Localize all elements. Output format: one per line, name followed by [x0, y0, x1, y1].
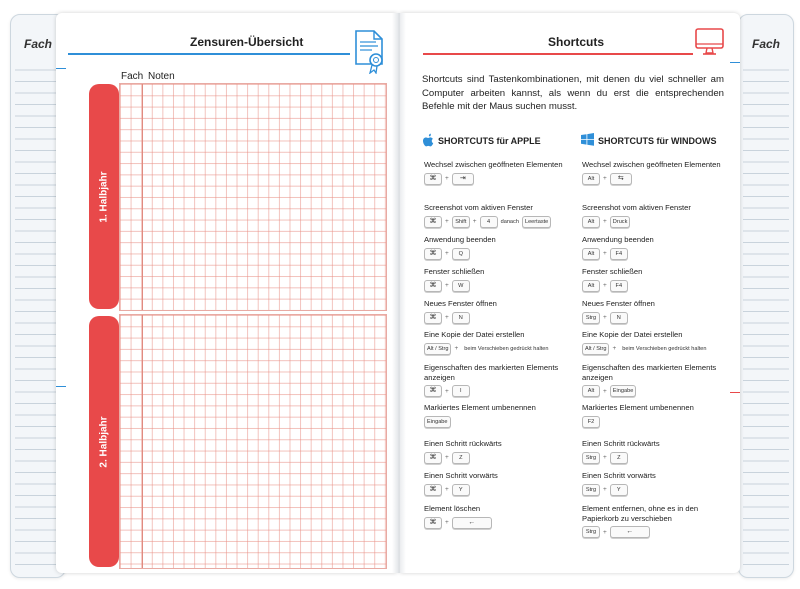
keyboard-key: ⌘ — [424, 517, 442, 529]
windows-heading-text: SHORTCUTS für WINDOWS — [598, 135, 717, 146]
windows-shortcut-entry — [582, 203, 728, 228]
apple-shortcut-entry — [424, 160, 570, 185]
plus-sign: + — [445, 454, 449, 462]
keyboard-key: ⌘ — [424, 280, 442, 292]
keyboard-key: Y — [610, 484, 628, 496]
shortcut-title: Wechsel zwischen geöffneten Elementen — [582, 160, 721, 169]
plus-sign: + — [445, 387, 449, 395]
keyboard-key: Q — [452, 248, 470, 260]
key-combination — [424, 312, 570, 324]
key-combination — [424, 416, 570, 428]
shortcut-title: Anwendung beenden — [424, 235, 496, 244]
shortcut-title: Fenster schließen — [582, 267, 643, 276]
keyboard-key: 4 — [480, 216, 498, 228]
right-tab-label: Fach — [751, 37, 780, 51]
keyboard-key: ⌘ — [424, 312, 442, 324]
plus-sign: + — [445, 218, 449, 226]
apple-shortcut-entry — [424, 471, 570, 496]
windows-logo-icon — [581, 133, 594, 148]
first-half-label: 1. Halbjahr — [98, 170, 110, 223]
left-tab-label: Fach — [23, 37, 52, 51]
apple-shortcut-entry — [424, 504, 570, 529]
keyboard-key: Strg — [582, 452, 600, 464]
keyboard-key: Strg — [582, 312, 600, 324]
apple-heading-text: SHORTCUTS für APPLE — [438, 136, 541, 146]
keyboard-key: Strg — [582, 526, 600, 538]
keyboard-key: Eingabe — [424, 416, 451, 428]
plus-sign: + — [603, 314, 607, 322]
plus-sign: + — [472, 218, 477, 226]
keyboard-key: Alt / Strg — [582, 343, 609, 355]
keyboard-key: ⇥ — [452, 173, 474, 185]
key-combination — [424, 484, 570, 496]
shortcut-title: Markiertes Element umbenennen — [582, 403, 694, 412]
plus-sign: + — [612, 345, 617, 353]
shortcut-title: Einen Schritt vorwärts — [424, 471, 498, 480]
certificate-icon — [352, 28, 388, 74]
key-combination — [582, 343, 728, 355]
keyboard-key: Alt — [582, 173, 600, 185]
windows-shortcut-entry — [582, 235, 728, 260]
plus-sign: + — [445, 282, 449, 290]
key-combination — [424, 216, 570, 228]
apple-shortcut-entry — [424, 403, 570, 428]
right-tab-lines — [743, 59, 789, 569]
key-combination — [424, 517, 570, 529]
key-combination — [424, 280, 570, 292]
keyboard-key: ⌘ — [424, 484, 442, 496]
keyboard-key: Y — [452, 484, 470, 496]
key-combination — [582, 248, 728, 260]
keyboard-key: ⌘ — [424, 216, 442, 228]
keyboard-key: ⌘ — [424, 452, 442, 464]
book-spine — [392, 13, 406, 573]
plus-sign: + — [445, 486, 449, 494]
key-combination — [582, 312, 728, 324]
keyboard-key: Z — [610, 452, 628, 464]
plus-sign: + — [445, 519, 449, 527]
keyboard-key: Alt — [582, 216, 600, 228]
edge-marker — [56, 386, 66, 387]
keyboard-key: N — [610, 312, 628, 324]
computer-monitor-icon — [694, 27, 726, 57]
right-title-rule — [423, 53, 693, 55]
apple-logo-icon — [422, 133, 434, 149]
apple-shortcut-entry — [424, 299, 570, 324]
windows-shortcut-entry — [582, 504, 728, 538]
key-note: beim Verschieben gedrückt halten — [464, 345, 549, 352]
shortcut-title: Markiertes Element umbenennen — [424, 403, 536, 412]
apple-heading — [422, 133, 541, 149]
windows-shortcut-entry — [582, 439, 728, 464]
key-combination — [424, 452, 570, 464]
windows-shortcut-entry — [582, 403, 728, 428]
left-page-title: Zensuren-Übersicht — [190, 35, 304, 49]
shortcut-title: Neues Fenster öffnen — [424, 299, 497, 308]
left-title-rule — [68, 53, 350, 55]
windows-shortcut-entry — [582, 267, 728, 292]
plus-sign: + — [445, 314, 449, 322]
keyboard-key: F4 — [610, 280, 628, 292]
keyboard-key: ⌘ — [424, 173, 442, 185]
keyboard-key: Alt — [582, 385, 600, 397]
keyboard-key: ⌘ — [424, 248, 442, 260]
windows-heading — [581, 133, 717, 148]
windows-shortcut-entry — [582, 471, 728, 496]
shortcut-title: Eigenschaften des markierten Elements anzeigen — [582, 363, 717, 382]
key-combination — [582, 280, 728, 292]
shortcut-title: Screenshot vom aktiven Fenster — [582, 203, 691, 212]
second-half-label: 2. Halbjahr — [98, 415, 110, 468]
col-header-fach: Fach — [121, 71, 144, 82]
keyboard-key: F2 — [582, 416, 600, 428]
shortcut-title: Wechsel zwischen geöffneten Elementen — [424, 160, 563, 169]
key-combination — [424, 385, 570, 397]
plus-sign: + — [603, 528, 607, 536]
keyboard-key: ⌘ — [424, 385, 442, 397]
key-combination — [582, 385, 728, 397]
grid-divider — [142, 315, 143, 568]
edge-marker — [56, 68, 66, 69]
windows-shortcut-entry — [582, 363, 728, 397]
plus-sign: + — [454, 345, 459, 353]
shortcut-title: Einen Schritt rückwärts — [582, 439, 660, 448]
shortcut-title: Fenster schließen — [424, 267, 485, 276]
first-half-band — [89, 84, 119, 309]
shortcut-title: Anwendung beenden — [582, 235, 654, 244]
key-combination — [582, 526, 728, 538]
plus-sign: + — [603, 250, 607, 258]
plus-sign: + — [603, 454, 607, 462]
keyboard-key: ← — [610, 526, 650, 538]
windows-shortcut-entry — [582, 160, 728, 185]
keyboard-key: ← — [452, 517, 492, 529]
keyboard-key: Leertaste — [522, 216, 551, 228]
shortcut-title: Element löschen — [424, 504, 481, 513]
keyboard-key: Strg — [582, 484, 600, 496]
keyboard-key: Shift — [452, 216, 470, 228]
grades-grid-second-half[interactable] — [119, 314, 387, 569]
keyboard-key: I — [452, 385, 470, 397]
shortcut-title: Eine Kopie der Datei erstellen — [424, 330, 525, 339]
shortcut-title: Eigenschaften des markierten Elements anzeigen — [424, 363, 559, 382]
second-half-band — [89, 316, 119, 567]
key-combination — [582, 216, 728, 228]
intro-text: Shortcuts sind Tastenkombinationen, mit denen du viel schneller am Computer arbeiten kannst, als wenn du erst die entsprechenden Befehle mit der Maus suchen musst. — [422, 74, 724, 112]
keyboard-key: W — [452, 280, 470, 292]
left-tab-lines — [15, 59, 61, 569]
apple-shortcut-entry — [424, 330, 570, 355]
plus-sign: + — [603, 282, 607, 290]
keyboard-key: Z — [452, 452, 470, 464]
shortcut-title: Neues Fenster öffnen — [582, 299, 655, 308]
apple-shortcut-entry — [424, 267, 570, 292]
shortcut-title: Einen Schritt rückwärts — [424, 439, 502, 448]
plus-sign: + — [603, 387, 607, 395]
right-tab — [738, 14, 794, 578]
keyboard-key: Alt — [582, 248, 600, 260]
keyboard-key: Druck — [610, 216, 631, 228]
right-page-title: Shortcuts — [548, 35, 605, 49]
apple-shortcut-entry — [424, 363, 570, 397]
keyboard-key: ⇆ — [610, 173, 632, 185]
apple-shortcut-entry — [424, 235, 570, 260]
key-combination — [582, 416, 728, 428]
plus-sign: + — [603, 175, 607, 183]
edge-marker — [730, 392, 740, 393]
key-combination — [582, 173, 728, 185]
key-combination — [424, 173, 570, 185]
keyboard-key: F4 — [610, 248, 628, 260]
shortcut-title: Element entfernen, ohne es in den Papierkorb zu verschieben — [582, 504, 699, 523]
apple-shortcut-entry — [424, 203, 570, 228]
key-combination — [582, 484, 728, 496]
keyboard-key: N — [452, 312, 470, 324]
col-header-noten: Noten — [148, 71, 175, 82]
key-combination — [424, 343, 570, 355]
key-note: beim Verschieben gedrückt halten — [622, 345, 707, 352]
shortcut-title: Einen Schritt vorwärts — [582, 471, 656, 480]
plus-sign: + — [603, 486, 607, 494]
key-combination — [424, 248, 570, 260]
key-combination — [582, 452, 728, 464]
plus-sign: + — [445, 175, 449, 183]
edge-marker — [730, 62, 740, 63]
keyboard-key: Alt — [582, 280, 600, 292]
apple-shortcut-entry — [424, 439, 570, 464]
shortcut-title: Screenshot vom aktiven Fenster — [424, 203, 533, 212]
keyboard-key: Eingabe — [610, 385, 637, 397]
shortcut-title: Eine Kopie der Datei erstellen — [582, 330, 683, 339]
windows-shortcut-entry — [582, 299, 728, 324]
plus-sign: + — [445, 250, 449, 258]
key-note: danach — [500, 218, 519, 225]
keyboard-key: Alt / Strg — [424, 343, 451, 355]
grid-divider — [142, 84, 143, 310]
windows-shortcut-entry — [582, 330, 728, 355]
grades-grid-first-half[interactable] — [119, 83, 387, 311]
plus-sign: + — [603, 218, 607, 226]
